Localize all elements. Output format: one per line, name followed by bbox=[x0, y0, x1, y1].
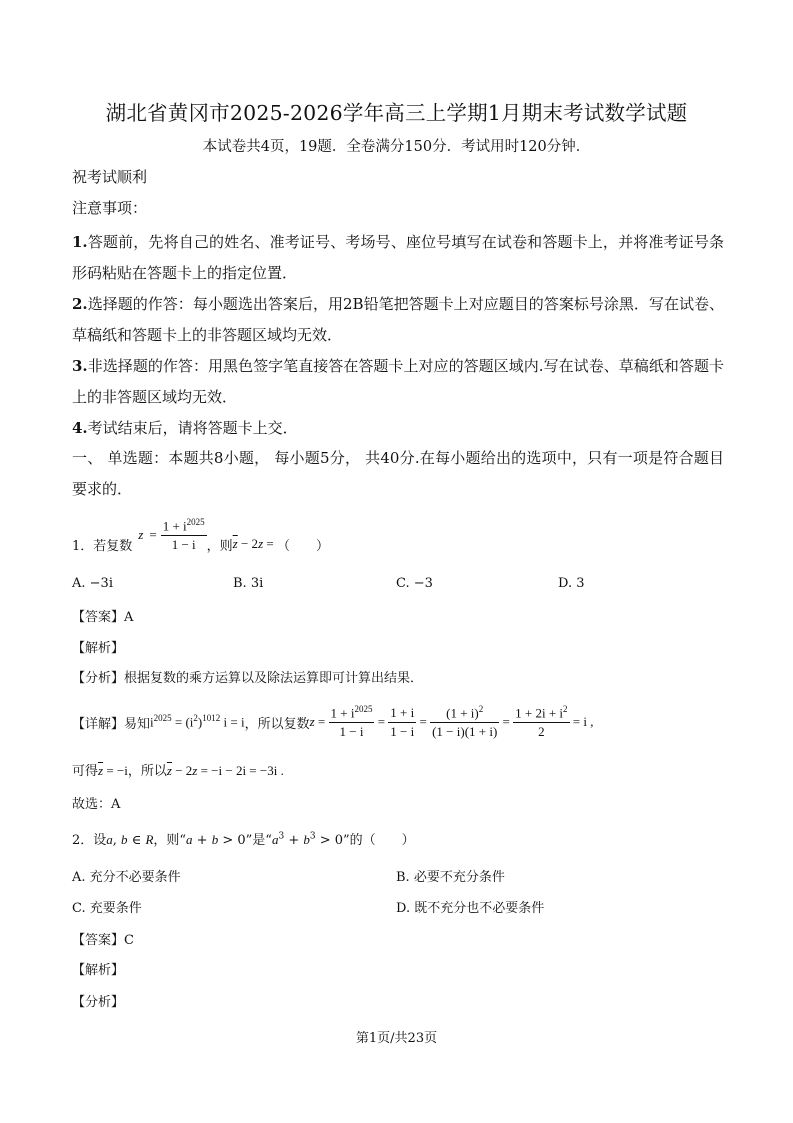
q1-option-a: A. −3i bbox=[72, 576, 113, 591]
q1-detail: 【详解】易知 $i^{2025} = (i^2)^{1012}$ i = i ，所以复数 z = $\frac{1 + i^{2025}}{1 - i}$ = $\frac{1 + i}{1 - i}$ = $\frac{(1 + i)^2}{(1 - i)(1 + i)}$ = $\frac{1 + 2i + i^2}{2}$ = i , bbox=[72, 703, 594, 740]
q2-answer: 【答案】C bbox=[72, 933, 134, 948]
question-2: 2．设a, b ∈ R，则“a + b > 0”是“$a^3 + b^3 > 0$”的（ ） bbox=[72, 831, 415, 848]
notice-item-1: 1.答题前，先将自己的姓名、准考证号、考场号、座位号填写在试卷和答题卡上，并将准考证号条形码粘贴在答题卡上的指定位置． bbox=[72, 233, 724, 282]
q2-analysis-tag: 【解析】 bbox=[72, 963, 125, 978]
exam-info: 本试卷共4页，19题．全卷满分150分．考试用时120分钟． bbox=[202, 139, 591, 155]
section-heading-single-choice: 一、 单选题：本题共8小题， 每小题5分， 共40分.在每小题给出的选项中，只有一项是符合题目要求的． bbox=[72, 449, 724, 498]
question-1: 1．若复数 z = $\frac{1 + i^{2025}}{1 - i}$ ，则 $\overline{z}$ − 2z = （ ） bbox=[72, 516, 329, 554]
q1-option-d: D. 3 bbox=[558, 576, 585, 591]
notice-heading: 注意事项： bbox=[72, 199, 148, 217]
notice-item-4: 4.考试结束后，请将答题卡上交． bbox=[72, 419, 298, 437]
q2-option-d: D. 既不充分也不必要条件 bbox=[396, 901, 545, 916]
q1-fenxi: 【分析】根据复数的乘方运算以及除法运算即可计算出结果． bbox=[72, 671, 424, 686]
q2-option-a: A. 充分不必要条件 bbox=[72, 870, 181, 885]
q1-answer: 【答案】A bbox=[72, 610, 134, 625]
q1-fraction: $\frac{1 + i^{2025}}{1 - i}$ bbox=[162, 516, 205, 553]
q1-choice: 故选：A bbox=[72, 797, 121, 812]
q1-analysis-tag: 【解析】 bbox=[72, 641, 125, 656]
q1-option-c: C. −3 bbox=[396, 576, 433, 591]
greeting: 祝考试顺利 bbox=[72, 168, 148, 186]
q2-option-c: C. 充要条件 bbox=[72, 901, 142, 916]
q2-option-b: B. 必要不充分条件 bbox=[396, 870, 505, 885]
page-title: 湖北省黄冈市2025-2026学年高三上学期1月期末考试数学试题 bbox=[105, 101, 688, 125]
q1-conclusion: 可得$\overline{z} = -i$，所以$\overline{z} - 2z = -i - 2i = -3i$ . bbox=[72, 763, 284, 779]
q1-option-b: B. 3i bbox=[233, 576, 264, 591]
page-footer: 第1页/共23页 bbox=[355, 1031, 438, 1046]
q2-fenxi: 【分析】 bbox=[72, 995, 125, 1010]
notice-item-2: 2.选择题的作答：每小题选出答案后，用2B铅笔把答题卡上对应题目的答案标号涂黑．写在试卷、草稿纸和答题卡上的非答题区域均无效． bbox=[72, 295, 724, 344]
notice-item-3: 3.非选择题的作答：用黑色签字笔直接答在答题卡上对应的答题区域内.写在试卷、草稿纸和答题卡上的非答题区域均无效． bbox=[72, 357, 724, 406]
